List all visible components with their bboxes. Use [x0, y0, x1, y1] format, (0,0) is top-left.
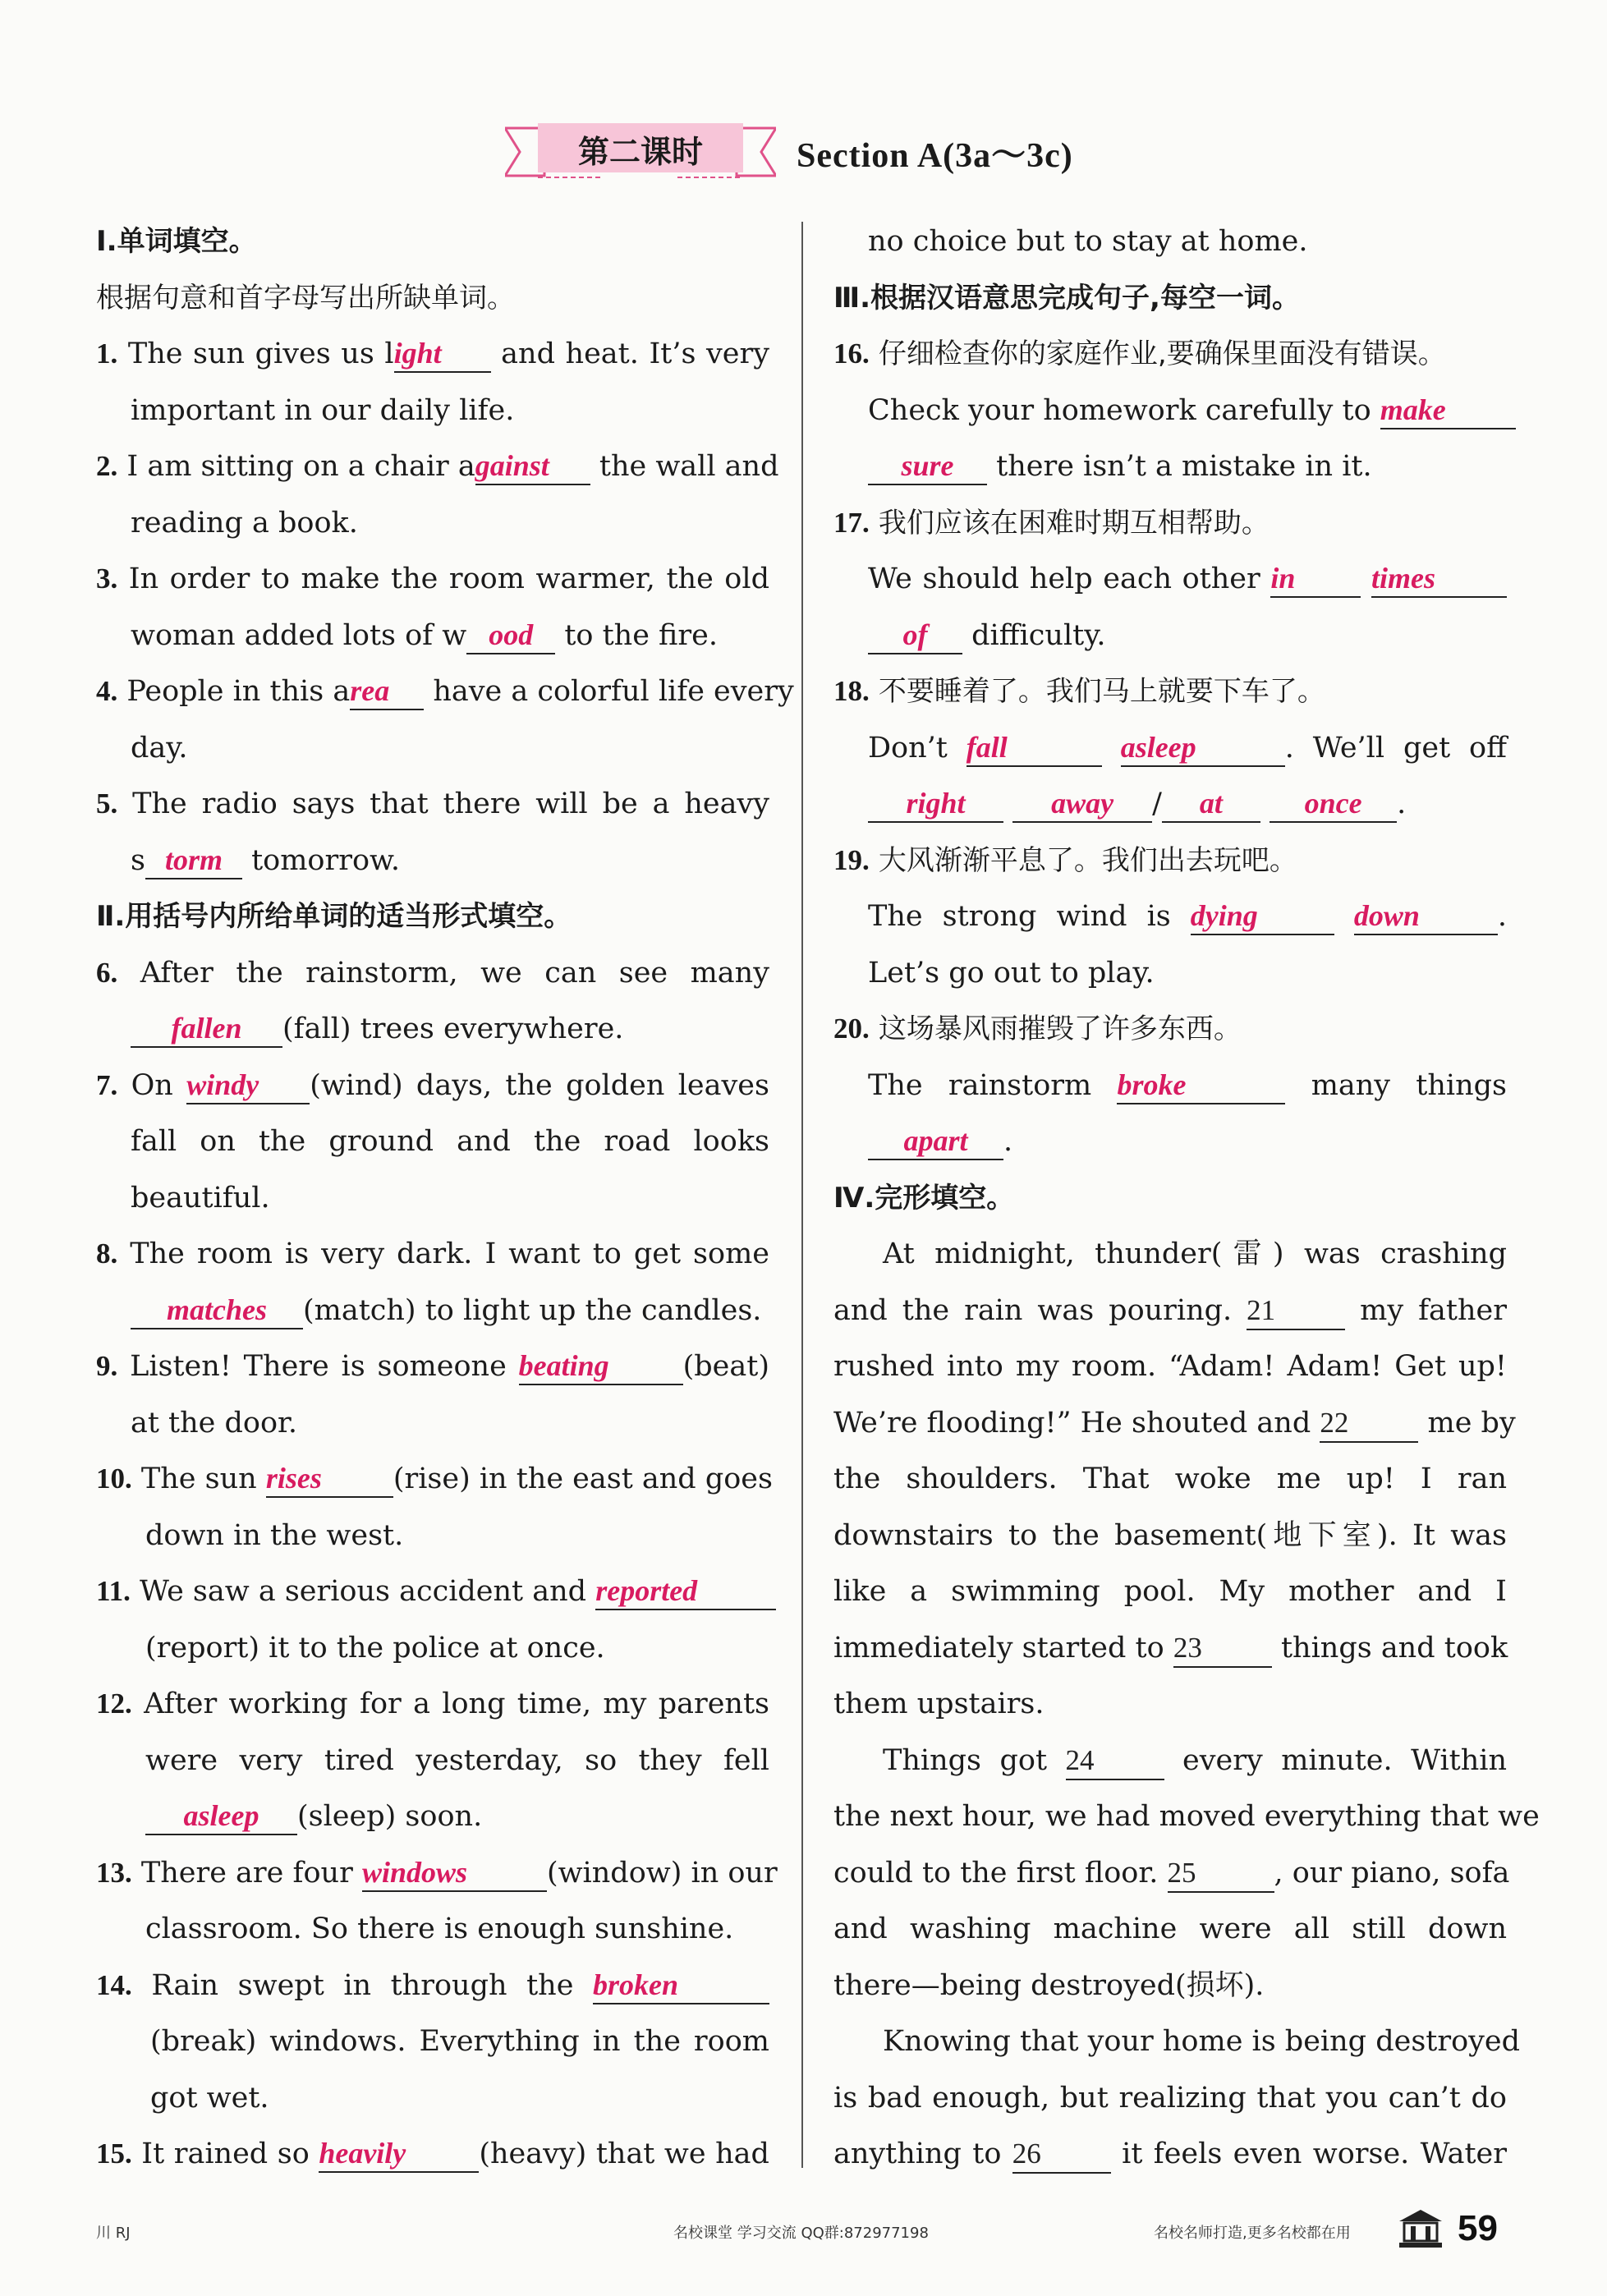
question-text: woman added lots of w: [131, 618, 467, 652]
question-8: [96, 1226, 769, 1283]
question-19-cont: Let’s go out to play.: [868, 956, 1155, 990]
question-16-cont: [833, 439, 1507, 495]
answer-blank[interactable]: [362, 1854, 547, 1892]
question-16: [833, 326, 1507, 383]
answer-blank[interactable]: [319, 2135, 479, 2173]
answer-text: fall: [966, 730, 1008, 764]
question-5-cont: [96, 833, 769, 889]
question-number: 8.: [96, 1238, 118, 1270]
question-17-en: [833, 551, 1507, 608]
question-text: We saw a serious accident and: [139, 1575, 587, 1608]
question-20: [833, 1001, 1507, 1058]
passage-text: things and took: [1280, 1631, 1508, 1665]
passage-line: [833, 1283, 1507, 1339]
passage-line: [833, 1620, 1507, 1677]
question-10: [96, 1451, 773, 1508]
answer-blank[interactable]: [966, 729, 1102, 767]
question-text: We should help each other: [868, 563, 1260, 595]
slash-separator: /: [1152, 788, 1162, 820]
passage-line: the next hour, we had moved everything that we: [833, 1800, 1540, 1833]
question-chinese: 这场暴风雨摧毁了许多东西。: [878, 1013, 1242, 1045]
answer-blank[interactable]: [475, 448, 590, 485]
page-number: 59: [1458, 2208, 1498, 2248]
question-number: 1.: [96, 338, 118, 370]
question-6: [96, 945, 769, 1002]
answer-blank[interactable]: [868, 448, 987, 485]
passage-line: [833, 1733, 1507, 1789]
question-text: Don’t: [868, 731, 948, 765]
school-logo-icon: [1396, 2206, 1445, 2252]
question-17-cont: [833, 608, 1507, 664]
passage-line: is bad enough, but realizing that you can’t do: [833, 2081, 1507, 2115]
question-12: [96, 1676, 769, 1733]
question-chinese: 仔细检查你的家庭作业,要确保里面没有错误。: [878, 338, 1446, 370]
passage-text: every minute. Within: [1182, 1743, 1507, 1777]
question-text: There are four: [140, 1856, 353, 1890]
question-12-cont2: [96, 1789, 769, 1845]
question-text: After working for a long time, my parents: [144, 1688, 769, 1720]
question-text: tomorrow.: [251, 843, 400, 877]
question-18: [833, 664, 1507, 720]
answer-blank[interactable]: [593, 1967, 769, 2004]
question-19: [833, 833, 1507, 889]
question-17: [833, 495, 1507, 552]
question-15-cont: no choice but to stay at home.: [868, 225, 1308, 258]
question-5: [96, 776, 769, 833]
question-number: 15.: [96, 2138, 132, 2170]
question-text: The sun gives us l: [127, 338, 394, 370]
question-12-cont: were very tired yesterday, so they fell: [145, 1743, 769, 1777]
question-text: After the rainstorm, we can see many: [140, 956, 769, 990]
cloze-blank[interactable]: [1066, 1743, 1164, 1780]
answer-blank[interactable]: [868, 785, 1003, 823]
question-text: .: [1497, 900, 1507, 933]
question-text: the wall and: [599, 450, 779, 483]
passage-text: it feels even worse. Water: [1122, 2138, 1507, 2170]
answer-text: asleep: [183, 1799, 259, 1832]
answer-text: away: [1051, 787, 1114, 820]
question-8-cont: [96, 1283, 769, 1339]
question-18-en: [833, 720, 1507, 777]
column-divider: [801, 222, 803, 2168]
question-3: [96, 551, 769, 608]
answer-blank[interactable]: [868, 1123, 1003, 1160]
question-text: (beat): [682, 1350, 769, 1383]
answer-blank[interactable]: [466, 617, 555, 654]
cloze-blank[interactable]: [1173, 1630, 1272, 1668]
passage-line: Knowing that your home is being destroyed: [883, 2025, 1521, 2058]
cloze-blank[interactable]: [1168, 1855, 1274, 1893]
page-header: [0, 115, 1607, 197]
passage-line: like a swimming pool. My mother and I: [833, 1575, 1507, 1608]
question-13-cont: classroom. So there is enough sunshine.: [145, 1913, 734, 1945]
answer-blank[interactable]: [131, 1292, 303, 1329]
section-1-heading: Ⅰ.单词填空。: [96, 225, 257, 258]
question-20-en: [833, 1058, 1507, 1114]
question-number: 2.: [96, 450, 118, 482]
passage-text: could to the first floor.: [833, 1856, 1159, 1890]
question-number: 9.: [96, 1350, 118, 1382]
passage-line: and washing machine were all still down: [833, 1913, 1507, 1945]
blank-number: 25: [1167, 1856, 1196, 1889]
answer-blank[interactable]: [186, 1067, 310, 1104]
question-15: [96, 2126, 769, 2183]
answer-blank[interactable]: [145, 1798, 297, 1835]
answer-text: dying: [1190, 899, 1258, 932]
answer-blank[interactable]: [394, 335, 491, 373]
question-4: [96, 664, 794, 720]
answer-text: broken: [592, 1968, 678, 2001]
cloze-blank[interactable]: [1320, 1405, 1418, 1443]
question-number: 3.: [96, 563, 118, 595]
section-4-heading: Ⅳ.完形填空。: [833, 1181, 1015, 1215]
answer-text: beating: [518, 1349, 609, 1382]
question-3-cont: [96, 608, 769, 664]
question-6-cont: [96, 1001, 769, 1058]
answer-text: asleep: [1120, 730, 1196, 764]
question-number: 4.: [96, 675, 118, 707]
question-text: Rain swept in through the: [151, 1968, 574, 2002]
question-number: 11.: [96, 1575, 131, 1607]
answer-text: broke: [1117, 1068, 1187, 1101]
question-text: to the fire.: [564, 618, 718, 652]
answer-text: windows: [361, 1855, 467, 1889]
question-text: The sun: [140, 1463, 257, 1495]
answer-text: rea: [350, 674, 390, 707]
passage-line: downstairs to the basement(地下室). It was: [833, 1518, 1507, 1552]
question-number: 17.: [833, 506, 870, 539]
cloze-blank[interactable]: [1247, 1293, 1345, 1330]
question-text: (window) in our: [546, 1856, 778, 1890]
answer-text: ood: [489, 618, 534, 651]
answer-text: down: [1353, 899, 1420, 932]
answer-text: once: [1304, 787, 1362, 820]
answer-text: ight: [393, 337, 442, 370]
cloze-blank[interactable]: [1012, 2136, 1111, 2174]
answer-text: heavily: [319, 2137, 406, 2170]
passage-line: [833, 1395, 1516, 1452]
question-chinese: 大风渐渐平息了。我们出去玩吧。: [878, 843, 1297, 877]
answer-blank[interactable]: [131, 1010, 282, 1048]
answer-text: of: [902, 618, 928, 651]
passage-text: Things got: [883, 1743, 1048, 1777]
answer-blank[interactable]: [145, 842, 242, 879]
question-text: and heat. It’s very: [501, 338, 769, 370]
passage-text: We’re flooding!” He shouted and: [833, 1406, 1311, 1440]
question-text: In order to make the room warmer, the old: [128, 563, 769, 595]
answer-text: windy: [186, 1068, 259, 1101]
question-number: 7.: [96, 1068, 118, 1101]
question-14: [96, 1958, 769, 2014]
question-16-en: [833, 383, 1507, 439]
question-text: s: [131, 843, 145, 877]
question-chinese: 不要睡着了。我们马上就要下车了。: [878, 675, 1325, 708]
blank-number: 23: [1173, 1631, 1202, 1664]
lesson-label: 第二课时: [577, 134, 703, 170]
blank-number: 21: [1247, 1293, 1276, 1326]
question-text: .: [1003, 1125, 1013, 1158]
passage-text: my father: [1360, 1293, 1507, 1327]
section-1-instruction: 根据句意和首字母写出所缺单词。: [96, 281, 515, 315]
lesson-banner: [505, 123, 776, 181]
answer-blank[interactable]: [1270, 560, 1361, 598]
blank-number: 26: [1012, 2138, 1041, 2170]
question-number: 13.: [96, 1856, 132, 1889]
question-text: (sleep) soon.: [297, 1800, 483, 1833]
question-11-cont: (report) it to the police at once.: [145, 1631, 605, 1665]
question-9: [96, 1339, 769, 1395]
section-2-heading: Ⅱ.用括号内所给单词的适当形式填空。: [96, 900, 572, 933]
question-text: The radio says that there will be a heavy: [132, 788, 769, 820]
question-text: The strong wind is: [868, 900, 1171, 933]
answer-blank[interactable]: [1117, 1067, 1285, 1104]
question-text: (wind) days, the golden leaves: [310, 1068, 769, 1102]
answer-blank[interactable]: [595, 1573, 776, 1610]
passage-line: them upstairs.: [833, 1688, 1045, 1720]
answer-text: right: [906, 787, 966, 820]
answer-blank[interactable]: [868, 617, 962, 654]
answer-blank[interactable]: [1191, 898, 1334, 935]
question-13: [96, 1845, 778, 1902]
question-text: (rise) in the east and goes: [393, 1463, 773, 1495]
question-chinese: 我们应该在困难时期互相帮助。: [878, 506, 1270, 540]
answer-text: make: [1380, 393, 1446, 426]
question-text: (heavy) that we had: [479, 2138, 769, 2170]
answer-blank[interactable]: [1162, 785, 1260, 823]
question-text: I am sitting on a chair a: [126, 450, 475, 483]
answer-text: fallen: [171, 1012, 242, 1045]
answer-text: torm: [164, 843, 223, 876]
question-number: 14.: [96, 1968, 132, 2001]
question-number: 18.: [833, 675, 870, 707]
question-20-cont: [833, 1114, 1507, 1170]
question-text: Check your homework carefully to: [868, 393, 1371, 427]
question-text: .: [1397, 788, 1407, 820]
answer-blank[interactable]: [266, 1460, 393, 1498]
question-number: 19.: [833, 843, 870, 876]
question-number: 10.: [96, 1463, 132, 1495]
question-4-cont: day.: [131, 731, 188, 765]
answer-text: in: [1270, 562, 1296, 595]
question-number: 20.: [833, 1013, 870, 1045]
question-7-cont: fall on the ground and the road looks: [131, 1125, 769, 1158]
question-1: [96, 326, 769, 383]
answer-blank[interactable]: [1012, 785, 1152, 823]
passage-text: me by: [1427, 1406, 1516, 1440]
blank-number: 22: [1320, 1406, 1349, 1439]
question-7: [96, 1058, 769, 1114]
answer-blank[interactable]: [350, 673, 424, 710]
question-10-cont: down in the west.: [145, 1518, 404, 1552]
question-18-cont: [833, 776, 1507, 833]
passage-text: immediately started to: [833, 1631, 1164, 1665]
passage-line: [833, 2126, 1507, 2183]
question-text: difficulty.: [971, 618, 1106, 652]
question-2-cont: reading a book.: [131, 506, 358, 540]
question-text: On: [131, 1068, 173, 1102]
question-text: many things: [1311, 1068, 1507, 1102]
passage-text: and the rain was pouring.: [833, 1293, 1233, 1327]
question-11: [96, 1564, 769, 1620]
question-14-cont: (break) windows. Everything in the room: [150, 2025, 769, 2058]
question-text: It rained so: [141, 2138, 310, 2170]
footer-edition: 川 RJ: [96, 2225, 131, 2242]
question-9-cont: at the door.: [131, 1406, 298, 1440]
question-text: The room is very dark. I want to get some: [130, 1238, 769, 1270]
section-3-heading: Ⅲ.根据汉语意思完成句子,每空一词。: [833, 281, 1300, 315]
passage-line: [833, 1845, 1510, 1902]
question-number: 12.: [96, 1688, 132, 1720]
answer-text: rises: [265, 1462, 322, 1495]
answer-blank[interactable]: [1380, 392, 1516, 429]
question-text: . We’ll get off: [1284, 731, 1507, 765]
answer-text: at: [1199, 787, 1223, 820]
footer-slogan: 名校名师打造,更多名校都在用: [1154, 2225, 1351, 2242]
answer-text: gainst: [475, 449, 549, 482]
footer-qq-group: 名校课堂 学习交流 QQ群:872977198: [673, 2225, 929, 2242]
left-column: [96, 214, 794, 2183]
question-text: have a colorful life every: [433, 675, 794, 708]
question-2: [96, 439, 779, 495]
passage-line: rushed into my room. “Adam! Adam! Get up!: [833, 1350, 1507, 1383]
question-text: there isn’t a mistake in it.: [996, 450, 1372, 483]
question-number: 5.: [96, 788, 118, 820]
question-text: The rainstorm: [868, 1068, 1092, 1102]
passage-text: anything to: [833, 2138, 1002, 2170]
question-7-cont2: beautiful.: [131, 1181, 270, 1215]
question-text: (match) to light up the candles.: [303, 1293, 762, 1327]
passage-line: there—being destroyed(损坏).: [833, 1968, 1265, 2002]
section-title: Section A(3a～3c): [797, 137, 1073, 175]
question-1-cont: important in our daily life.: [131, 393, 515, 427]
answer-blank[interactable]: [1354, 898, 1498, 935]
passage-text: , our piano, sofa: [1274, 1856, 1510, 1890]
answer-blank[interactable]: [1371, 560, 1507, 598]
question-text: (fall) trees everywhere.: [282, 1013, 624, 1045]
answer-blank[interactable]: [1121, 729, 1285, 767]
answer-text: sure: [901, 449, 954, 482]
blank-number: 24: [1065, 1743, 1095, 1776]
page-footer: [0, 2205, 1607, 2262]
question-number: 6.: [96, 956, 118, 989]
question-19-en: [833, 889, 1507, 945]
answer-text: reported: [595, 1574, 698, 1607]
passage-line: the shoulders. That woke me up! I ran: [833, 1463, 1507, 1495]
answer-text: apart: [903, 1124, 968, 1157]
question-text: Listen! There is someone: [130, 1350, 507, 1383]
passage-line: At midnight, thunder(雷) was crashing: [883, 1238, 1507, 1270]
question-text: People in this a: [126, 675, 351, 708]
answer-text: matches: [167, 1293, 267, 1326]
right-column: [833, 214, 1540, 2183]
question-number: 16.: [833, 338, 870, 370]
answer-text: times: [1371, 562, 1435, 595]
answer-blank[interactable]: [519, 1348, 683, 1385]
question-14-cont2: got wet.: [150, 2081, 269, 2115]
answer-blank[interactable]: [1270, 785, 1397, 823]
